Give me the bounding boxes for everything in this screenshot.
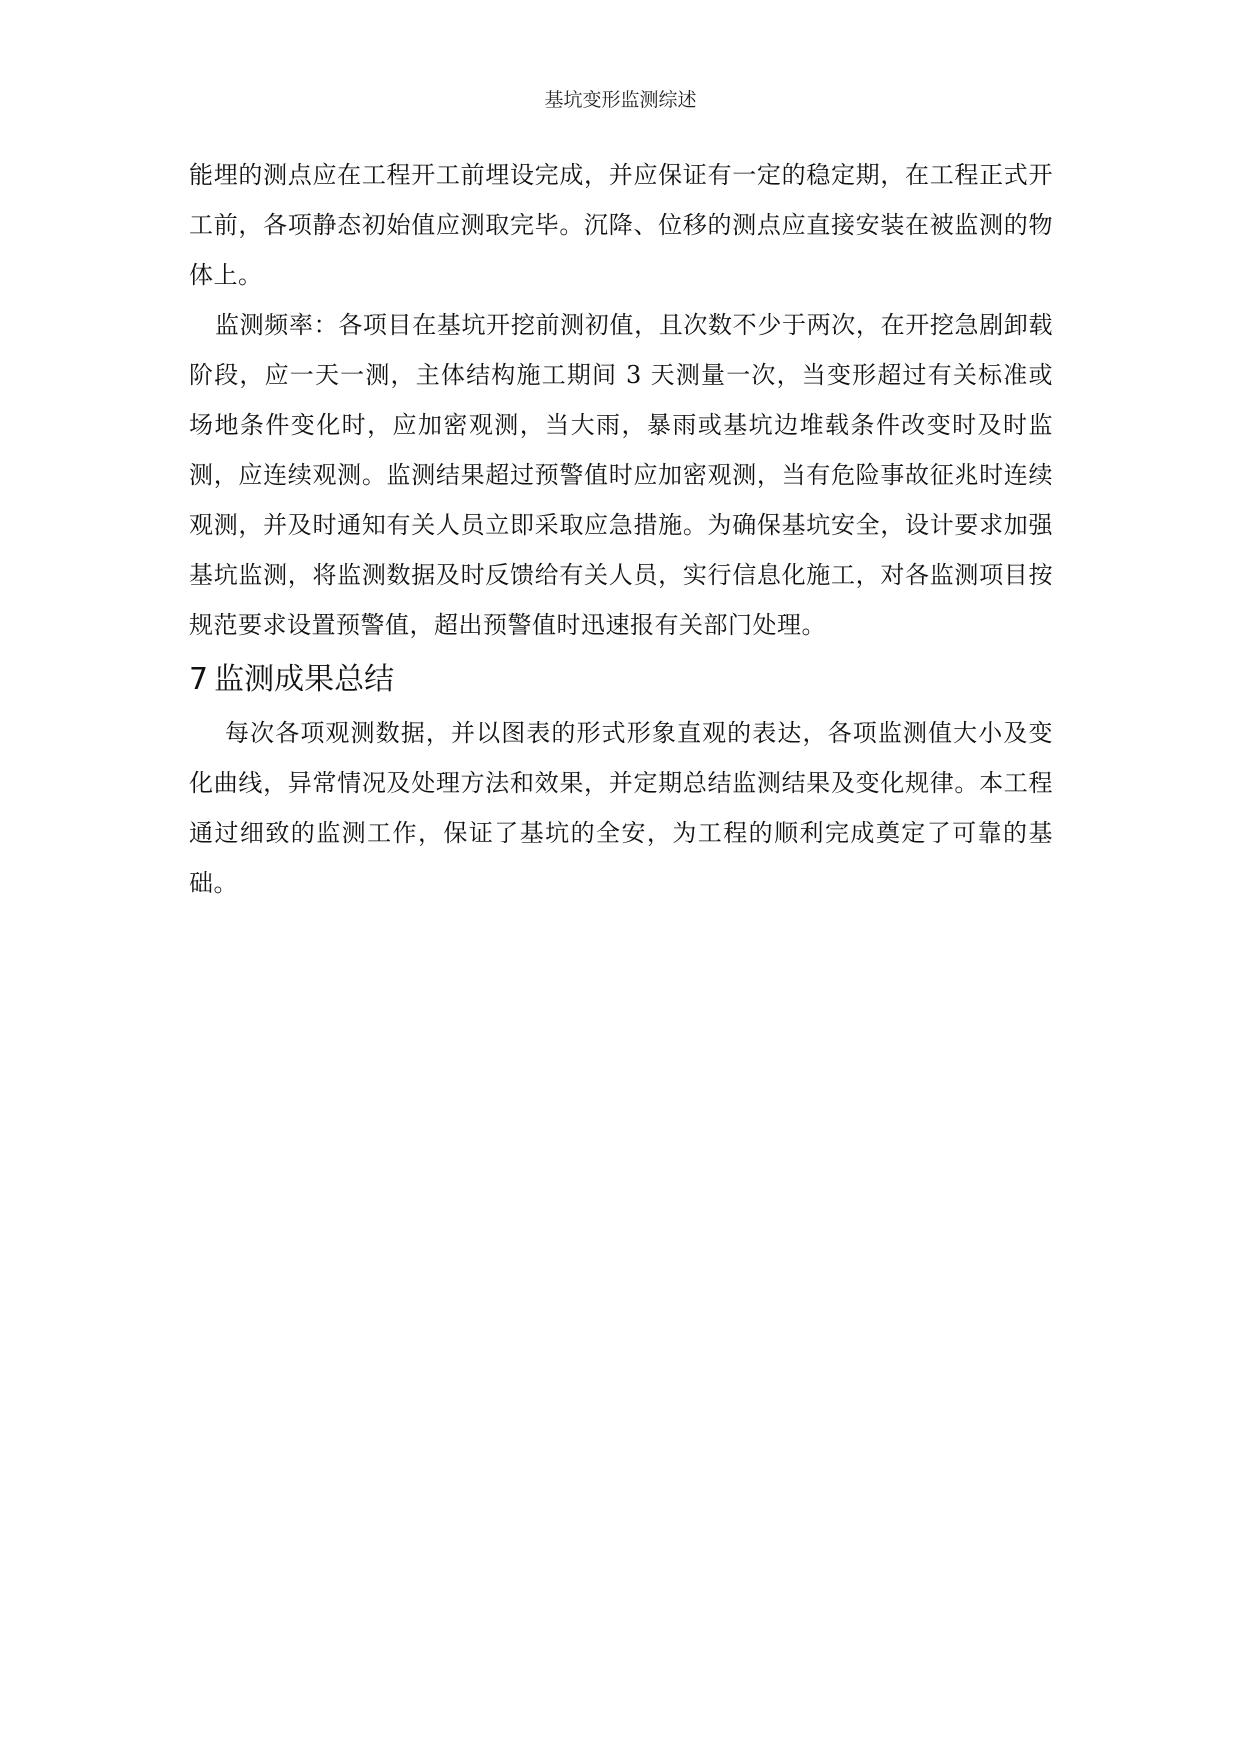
page-body <box>189 150 1053 908</box>
running-header: 基坑变形监测综述 <box>544 89 697 111</box>
section-heading-7 <box>189 656 1053 704</box>
paragraph-results-summary: 每次各项观测数据，并以图表的形式形象直观的表达，各项监测值大小及变化曲线，异常情况及处理方法和效果，并定期总结监测结果及变化规律。本工程通过细致的监测工作，保证了基坑的全安，为工程的顺利完成奠定了可靠的基础。 <box>189 719 1053 897</box>
paragraph-measurement-points: 能埋的测点应在工程开工前埋设完成，并应保证有一定的稳定期，在工程正式开工前，各项静态初始值应测取完毕。沉降、位移的测点应直接安装在被监测的物体上。 <box>189 161 1053 289</box>
section-number: 7 <box>189 662 209 697</box>
section-title: 监测成果总结 <box>214 662 395 697</box>
paragraph-monitoring-frequency: 监测频率：各项目在基坑开挖前测初值，且次数不少于两次，在开挖急剧卸载阶段，应一天一测，主体结构施工期间 3 天测量一次，当变形超过有关标准或场地条件变化时，应加密观测，当大雨，暴雨或基坑边堆载条件改变时及时监测，应连续观测。监测结果超过预警值时应加密观测，当有危险事故征兆时连续观测，并及时通知有关人员立即采取应急措施。为确保基坑安全，设计要求加强基坑监测，将监测数据及时反馈给有关人员，实行信息化施工，对各监测项目按规范要求设置预警值，超出预警值时迅速报有关部门处理。 <box>189 311 1053 639</box>
